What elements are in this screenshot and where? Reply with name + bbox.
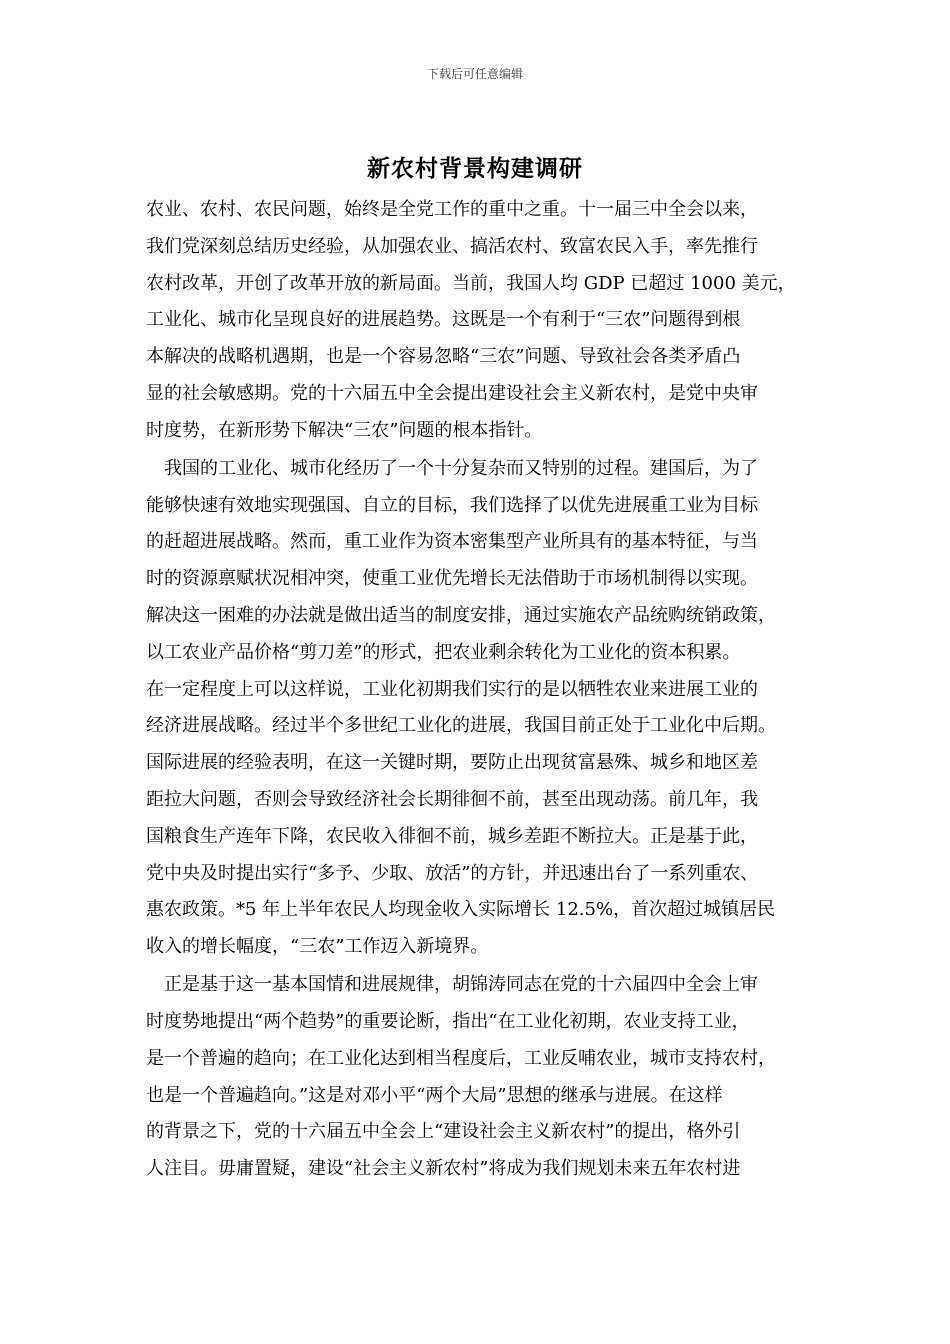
text-line: 本解决的战略机遇期，也是一个容易忽略“三农”问题、导致社会各类矛盾凸 bbox=[146, 346, 741, 368]
text-line: 正是基于这一基本国情和进展规律，胡锦涛同志在党的十六届四中全会上审 bbox=[146, 974, 758, 996]
text-line: 国际进展的经验表明，在这一关键时期，要防止出现贫富悬殊、城乡和地区差 bbox=[146, 752, 758, 774]
text-line: 农业、农村、农民问题，始终是全党工作的重中之重。十一届三中全会以来， bbox=[146, 199, 758, 220]
text-line: 也是一个普遍趋向。”这是对邓小平“两个大局”思想的继承与进展。在这样 bbox=[146, 1084, 723, 1106]
paragraph-1 bbox=[146, 192, 826, 450]
text-line: 国粮食生产连年下降，农民收入徘徊不前，城乡差距不断拉大。正是基于此， bbox=[146, 825, 758, 847]
text-line: 时的资源禀赋状况相冲突，使重工业优先增长无法借助于市场机制得以实现。 bbox=[146, 568, 758, 590]
text-line: 显的社会敏感期。党的十六届五中全会提出建设社会主义新农村，是党中央审 bbox=[146, 382, 758, 404]
text-line: 农村改革，开创了改革开放的新局面。当前，我国人均 GDP 已超过 1000 美元， bbox=[146, 272, 796, 294]
text-line: 解决这一困难的办法就是做出适当的制度安排，通过实施农产品统购统销政策， bbox=[146, 604, 776, 626]
text-line: 惠农政策。*5 年上半年农民人均现金收入实际增长 12.5%，首次超过城镇居民 bbox=[146, 899, 776, 921]
text-line: 我们党深刻总结历史经验，从加强农业、搞活农村、致富农民入手，率先推行 bbox=[146, 235, 758, 257]
text-line: 在一定程度上可以这样说，工业化初期我们实行的是以牺牲农业来进展工业的 bbox=[146, 678, 758, 700]
text-line: 我国的工业化、城市化经历了一个十分复杂而又特别的过程。建国后，为了 bbox=[146, 457, 758, 479]
text-line: 能够快速有效地实现强国、自立的目标，我们选择了以优先进展重工业为目标 bbox=[146, 494, 758, 516]
text-line: 以工农业产品价格“剪刀差”的形式，把农业剩余转化为工业化的资本积累。 bbox=[146, 641, 741, 663]
text-line: 的赶超进展战略。然而，重工业作为资本密集型产业所具有的基本特征，与当 bbox=[146, 531, 758, 553]
header-note: 下载后可任意编辑 bbox=[426, 67, 523, 81]
text-line: 时度势，在新形势下解决“三农”问题的根本指针。 bbox=[146, 419, 543, 441]
text-line: 是一个普遍的趋向；在工业化达到相当程度后，工业反哺农业，城市支持农村， bbox=[146, 1047, 776, 1069]
paragraph-2 bbox=[146, 451, 826, 966]
text-line: 人注目。毋庸置疑，建设“社会主义新农村”将成为我们规划未来五年农村进 bbox=[146, 1158, 741, 1180]
text-line: 经济进展战略。经过半个多世纪工业化的进展，我国目前正处于工业化中后期。 bbox=[146, 715, 776, 737]
text-line: 距拉大问题，否则会导致经济社会长期徘徊不前，甚至出现动荡。前几年，我 bbox=[146, 788, 758, 810]
text-line: 时度势地提出“两个趋势”的重要论断，指出“在工业化初期，农业支持工业， bbox=[146, 1010, 750, 1032]
text-line: 党中央及时提出实行“多予、少取、放活”的方针，并迅速出台了一系列重农、 bbox=[146, 862, 759, 884]
text-line: 收入的增长幅度，“三农”工作迈入新境界。 bbox=[146, 936, 489, 958]
document-body bbox=[146, 192, 826, 1188]
document-title: 新农村背景构建调研 bbox=[367, 155, 583, 182]
text-line: 工业化、城市化呈现良好的进展趋势。这既是一个有利于“三农”问题得到根 bbox=[146, 309, 741, 331]
paragraph-3 bbox=[146, 967, 826, 1188]
text-line: 的背景之下，党的十六届五中全会上“建设社会主义新农村”的提出，格外引 bbox=[146, 1121, 741, 1143]
